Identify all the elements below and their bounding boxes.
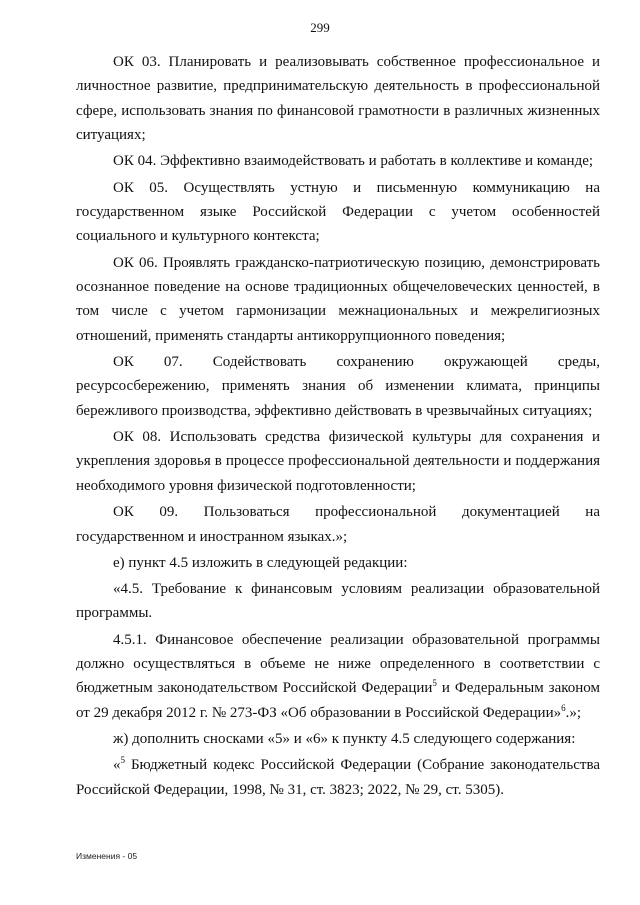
- paragraph-ok05: ОК 05. Осуществлять устную и письменную коммуникацию на государственном языке Российской Федерации с учетом особенностей социального и культурного контекста;: [76, 179, 600, 245]
- footnote-marker-5: 5: [120, 755, 125, 766]
- paragraph-ok04: ОК 04. Эффективно взаимодействовать и работать в коллективе и команде;: [113, 153, 594, 170]
- paragraph-4-5-1-text-a: 4.5.1. Финансовое обеспечение реализации образовательной программы должно осуществляться в объеме не ниже определенного в соответствии с бюджетным законодательством Российской Федерации: [76, 631, 600, 697]
- paragraph-ok09: ОК 09. Пользоваться профессиональной документацией на государственном и иностранном языках.»;: [76, 504, 600, 545]
- footnote-5-text: Бюджетный кодекс Российской Федерации (Собрание законодательства Российской Федерации, 1998, № 31, ст. 3823; 2022, № 29, ст. 5305).: [76, 757, 600, 798]
- paragraph-4-5-1-text-b: и Федеральным законом от 29 декабря 2012 г. № 273-ФЗ «Об образовании в Российской Федерации»: [76, 680, 600, 721]
- paragraph-item-zh: ж) дополнить сносками «5» и «6» к пункту 4.5 следующего содержания:: [113, 730, 576, 747]
- footnote-ref-5: 5: [432, 678, 437, 689]
- paragraph-4-5-1: [76, 628, 600, 726]
- paragraph-ok03: ОК 03. Планировать и реализовывать собственное профессиональное и личностное развитие, предпринимательскую деятельность в профессиональной сфере, использовать знания по финансовой грамотности в различных жизненных ситуациях;: [76, 54, 600, 144]
- paragraph-footnote-5: [76, 753, 600, 802]
- footnote-ref-6: 6: [561, 702, 566, 713]
- paragraph-ok06: ОК 06. Проявлять гражданско-патриотическую позицию, демонстрировать осознанное поведение на основе традиционных общечеловеческих ценностей, в том числе с учетом гармонизации межнациональных и межрелигиозных отношений, применять стандарты антикоррупционного поведения;: [76, 254, 600, 344]
- page-footer: Изменения - 05: [76, 851, 138, 861]
- paragraph-ok08: ОК 08. Использовать средства физической культуры для сохранения и укрепления здоровья в процессе профессиональной деятельности и поддержания необходимого уровня физической подготовленности;: [76, 429, 600, 494]
- paragraph-item-e: е) пункт 4.5 изложить в следующей редакции:: [113, 554, 408, 571]
- paragraph-4-5: «4.5. Требование к финансовым условиям реализации образовательной программы.: [76, 580, 600, 622]
- page-number: 299: [310, 20, 330, 35]
- paragraph-ok07: ОК 07. Содействовать сохранению окружающей среды, ресурсосбережению, применять знания об изменении климата, принципы бережливого производства, эффективно действовать в чрезвычайных ситуациях;: [76, 354, 600, 419]
- document-body: [76, 50, 600, 804]
- footnote-open-quote: «: [113, 757, 121, 774]
- paragraph-4-5-1-text-c: .»;: [565, 704, 582, 721]
